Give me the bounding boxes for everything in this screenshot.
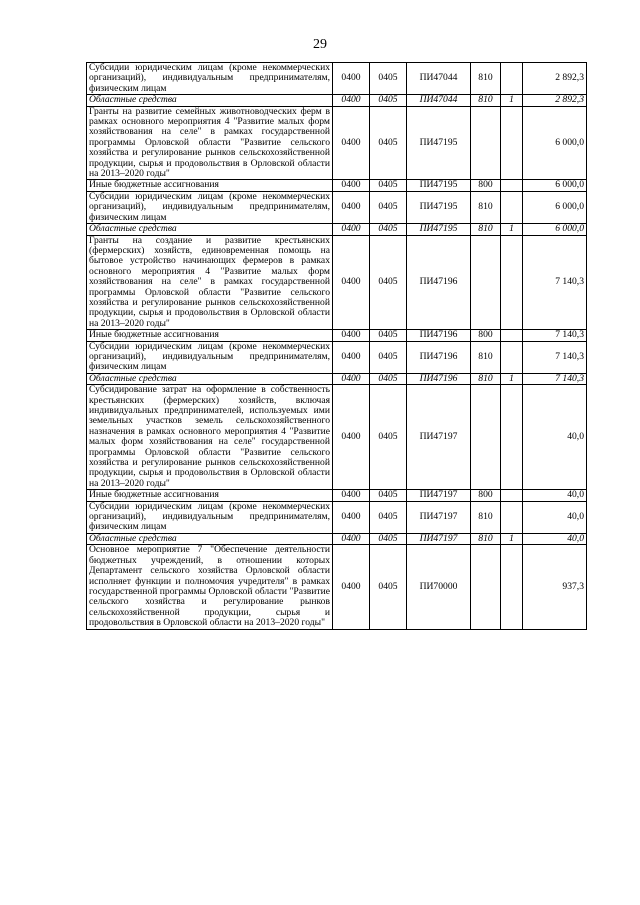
table-row [87, 330, 587, 341]
expense-type-code: 810 [471, 341, 501, 373]
amount: 40,0 [523, 533, 587, 544]
target-article-code: ПИ47196 [407, 373, 471, 384]
expense-type-code [471, 385, 501, 490]
fund-source-code: 1 [501, 373, 523, 384]
table-row [87, 385, 587, 490]
table-row [87, 95, 587, 106]
fund-source-code [501, 180, 523, 191]
target-article-code: ПИ47195 [407, 106, 471, 180]
expense-type-code: 800 [471, 330, 501, 341]
expense-type-code: 800 [471, 490, 501, 501]
fund-source-code [501, 545, 523, 629]
amount: 937,3 [523, 545, 587, 629]
row-name: Субсидирование затрат на оформление в собственность крестьянских (фермерских) хозяйств, включая индивидуальных предпринимателей, используемых ими земельных участков земель сельскохозяйственного назначения в рамках основного мероприятия 4 "Развитие малых форм хозяйствования на селе" государственной программы Орловской области "Развитие сельского хозяйства и регулирование рынков сельскохозяйственной продукции, сырья и продовольствия в Орловской области на 2013–2020 годы" [87, 385, 333, 490]
expense-type-code: 800 [471, 180, 501, 191]
row-name: Областные средства [87, 224, 333, 235]
row-name: Иные бюджетные ассигнования [87, 180, 333, 191]
amount: 6 000,0 [523, 106, 587, 180]
subsection-code: 0405 [370, 191, 407, 223]
amount: 40,0 [523, 501, 587, 533]
table-row [87, 180, 587, 191]
amount: 6 000,0 [523, 180, 587, 191]
fund-source-code: 1 [501, 533, 523, 544]
subsection-code: 0405 [370, 373, 407, 384]
expense-type-code: 810 [471, 533, 501, 544]
table-row [87, 373, 587, 384]
fund-source-code: 1 [501, 224, 523, 235]
table-body [87, 63, 587, 630]
target-article-code: ПИ47197 [407, 385, 471, 490]
expense-type-code [471, 106, 501, 180]
subsection-code: 0405 [370, 330, 407, 341]
amount: 40,0 [523, 385, 587, 490]
subsection-code: 0405 [370, 106, 407, 180]
subsection-code: 0405 [370, 180, 407, 191]
row-name: Областные средства [87, 373, 333, 384]
table-row [87, 501, 587, 533]
row-name: Гранты на создание и развитие крестьянских (фермерских) хозяйств, единовременная помощь на бытовое устройство начинающих фермеров в рамках основного мероприятия 4 "Развитие малых форм хозяйствования на селе" в рамках государственной программы Орловской области "Развитие сельского хозяйства и регулирование рынков сельскохозяйственной продукции, сырья и продовольствия в Орловской области на 2013–2020 годы" [87, 235, 333, 330]
section-code: 0400 [333, 533, 370, 544]
section-code: 0400 [333, 330, 370, 341]
table-row [87, 191, 587, 223]
table-row [87, 63, 587, 95]
section-code: 0400 [333, 224, 370, 235]
subsection-code: 0405 [370, 235, 407, 330]
fund-source-code: 1 [501, 95, 523, 106]
amount: 7 140,3 [523, 341, 587, 373]
table-row [87, 106, 587, 180]
fund-source-code [501, 501, 523, 533]
row-name: Основное мероприятие 7 "Обеспечение деятельности бюджетных учреждений, в отношении которых Департамент сельского хозяйства Орловской области исполняет функции и полномочия учредителя" в рамках государственной программы Орловской области "Развитие сельского хозяйства и регулирование рынков сельскохозяйственной продукции, сырья и продовольствия в Орловской области на 2013–2020 годы" [87, 545, 333, 629]
row-name: Иные бюджетные ассигнования [87, 490, 333, 501]
expense-type-code: 810 [471, 373, 501, 384]
target-article-code: ПИ47196 [407, 341, 471, 373]
section-code: 0400 [333, 106, 370, 180]
amount: 2 892,3 [523, 63, 587, 95]
amount: 7 140,3 [523, 330, 587, 341]
expense-type-code: 810 [471, 191, 501, 223]
row-name: Гранты на развитие семейных животноводческих ферм в рамках основного мероприятия 4 "Развитие малых форм хозяйствования на селе" в рамках государственной программы Орловской области "Развитие сельского хозяйства и регулирование рынков сельскохозяйственной продукции, сырья и продовольствия в Орловской области на 2013–2020 годы" [87, 106, 333, 180]
page-number: 29 [313, 37, 327, 52]
amount: 6 000,0 [523, 224, 587, 235]
section-code: 0400 [333, 545, 370, 629]
expense-type-code [471, 545, 501, 629]
target-article-code: ПИ47197 [407, 533, 471, 544]
table-row [87, 224, 587, 235]
row-name: Субсидии юридическим лицам (кроме некоммерческих организаций), индивидуальным предпринимателям, физическим лицам [87, 191, 333, 223]
subsection-code: 0405 [370, 341, 407, 373]
row-name: Субсидии юридическим лицам (кроме некоммерческих организаций), индивидуальным предпринимателям, физическим лицам [87, 341, 333, 373]
subsection-code: 0405 [370, 490, 407, 501]
fund-source-code [501, 106, 523, 180]
expense-type-code: 810 [471, 95, 501, 106]
target-article-code: ПИ70000 [407, 545, 471, 629]
section-code: 0400 [333, 95, 370, 106]
section-code: 0400 [333, 180, 370, 191]
subsection-code: 0405 [370, 95, 407, 106]
table-row [87, 545, 587, 629]
section-code: 0400 [333, 191, 370, 223]
target-article-code: ПИ47195 [407, 191, 471, 223]
subsection-code: 0405 [370, 63, 407, 95]
expense-type-code: 810 [471, 63, 501, 95]
fund-source-code [501, 63, 523, 95]
subsection-code: 0405 [370, 501, 407, 533]
table-row [87, 533, 587, 544]
row-name: Субсидии юридическим лицам (кроме некоммерческих организаций), индивидуальным предпринимателям, физическим лицам [87, 63, 333, 95]
fund-source-code [501, 191, 523, 223]
target-article-code: ПИ47196 [407, 235, 471, 330]
target-article-code: ПИ47197 [407, 501, 471, 533]
subsection-code: 0405 [370, 533, 407, 544]
budget-table [86, 62, 587, 630]
section-code: 0400 [333, 235, 370, 330]
table-row [87, 341, 587, 373]
amount: 7 140,3 [523, 235, 587, 330]
section-code: 0400 [333, 63, 370, 95]
amount: 6 000,0 [523, 191, 587, 223]
target-article-code: ПИ47195 [407, 224, 471, 235]
expense-type-code: 810 [471, 501, 501, 533]
section-code: 0400 [333, 501, 370, 533]
target-article-code: ПИ47044 [407, 63, 471, 95]
amount: 2 892,3 [523, 95, 587, 106]
table-row [87, 490, 587, 501]
subsection-code: 0405 [370, 224, 407, 235]
subsection-code: 0405 [370, 545, 407, 629]
fund-source-code [501, 235, 523, 330]
fund-source-code [501, 341, 523, 373]
subsection-code: 0405 [370, 385, 407, 490]
target-article-code: ПИ47044 [407, 95, 471, 106]
fund-source-code [501, 385, 523, 490]
table-row [87, 235, 587, 330]
section-code: 0400 [333, 385, 370, 490]
fund-source-code [501, 330, 523, 341]
row-name: Областные средства [87, 95, 333, 106]
section-code: 0400 [333, 490, 370, 501]
amount: 7 140,3 [523, 373, 587, 384]
target-article-code: ПИ47196 [407, 330, 471, 341]
target-article-code: ПИ47195 [407, 180, 471, 191]
amount: 40,0 [523, 490, 587, 501]
row-name: Иные бюджетные ассигнования [87, 330, 333, 341]
expense-type-code: 810 [471, 224, 501, 235]
row-name: Субсидии юридическим лицам (кроме некоммерческих организаций), индивидуальным предпринимателям, физическим лицам [87, 501, 333, 533]
section-code: 0400 [333, 341, 370, 373]
row-name: Областные средства [87, 533, 333, 544]
fund-source-code [501, 490, 523, 501]
section-code: 0400 [333, 373, 370, 384]
target-article-code: ПИ47197 [407, 490, 471, 501]
expense-type-code [471, 235, 501, 330]
